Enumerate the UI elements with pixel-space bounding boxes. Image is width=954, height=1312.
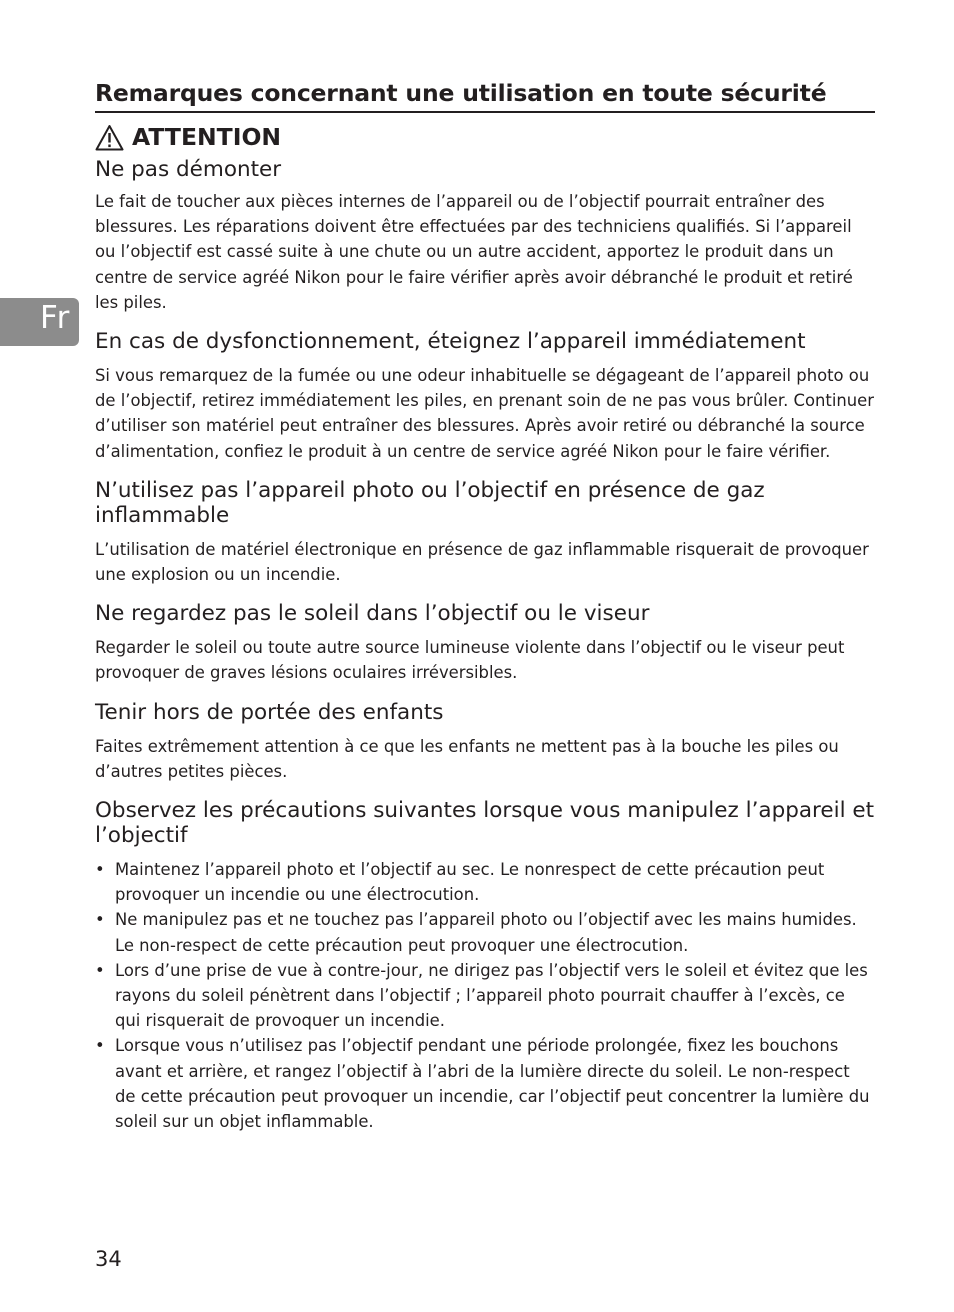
list-item (95, 1033, 875, 1134)
section-soleil (95, 601, 875, 685)
list-item-text: Lors d’une prise de vue à contre-jour, ne dirigez pas l’objectif vers le soleil et évitez que les rayons du soleil pénètrent dans l’objectif ; l’appareil photo pourrait chauffer à l’excès, ce qui risquerait de provoquer un incendie. (115, 960, 868, 1031)
page-content (95, 77, 875, 1134)
attention-label: ATTENTION (132, 123, 282, 151)
language-tab-label: Fr (40, 300, 71, 336)
list-item (95, 907, 875, 957)
section-heading: Observez les précautions suivantes lorsque vous manipulez l’appareil et l’objectif (95, 798, 875, 849)
list-item-text: Ne manipulez pas et ne touchez pas l’appareil photo ou l’objectif avec les mains humides. Le non-respect de cette précaution peut provoquer une électrocution. (115, 910, 857, 955)
section-body: Le fait de toucher aux pièces internes de l’appareil ou de l’objectif pourrait entraîner des blessures. Les réparations doivent être effectuées par des techniciens qualifiés. Si l’appareil ou l’objectif est cassé suite à une chute ou un autre accident, apportez le produit dans un centre de service agréé Nikon pour le faire vérifier après avoir débranché le produit et retiré les piles. (95, 192, 853, 312)
bullet-marker: • (95, 860, 105, 880)
attention-header (95, 119, 875, 155)
language-tab (0, 298, 79, 346)
section-heading: En cas de dysfonctionnement, éteignez l’appareil immédiatement (95, 329, 806, 355)
precautions-list (95, 857, 875, 1134)
section-body: Si vous remarquez de la fumée ou une odeur inhabituelle se dégageant de l’appareil photo ou de l’objectif, retirez immédiatement les piles, en prenant soin de ne pas vous brûler. Continuer d’utiliser son matériel peut entraîner des blessures. Après avoir retiré ou débranché la source d’alimentation, confiez le produit à un centre de service agréé Nikon pour le faire vérifier. (95, 366, 874, 461)
section-gaz-inflammable (95, 478, 875, 587)
bullet-marker: • (95, 960, 105, 980)
list-item-text: Lorsque vous n’utilisez pas l’objectif pendant une période prolongée, fixez les bouchons avant et arrière, et rangez l’objectif à l’abri de la lumière directe du soleil. Le non-respect de cette précaution peut provoquer un incendie, car l’objectif peut concentrer la lumière du soleil sur un objet inflammable. (115, 1036, 870, 1132)
section-heading: Ne pas démonter (95, 157, 282, 182)
list-item-text: Maintenez l’appareil photo et l’objectif au sec. Le nonrespect de cette précaution peut provoquer un incendie ou une électrocution. (115, 860, 825, 905)
section-heading: Tenir hors de portée des enfants (95, 699, 444, 725)
section-body: Regarder le soleil ou toute autre source lumineuse violente dans l’objectif ou le viseur peut provoquer de graves lésions oculaires irréversibles. (95, 638, 845, 683)
section-enfants (95, 700, 875, 784)
warning-triangle-icon (95, 124, 124, 151)
section-precautions (95, 798, 875, 1134)
section-body: Faites extrêmement attention à ce que les enfants ne mettent pas à la bouche les piles ou d’autres petites pièces. (95, 736, 839, 781)
bullet-marker: • (95, 910, 105, 930)
section-body: L’utilisation de matériel électronique en présence de gaz inflammable risquerait de provoquer une explosion ou un incendie. (95, 539, 869, 585)
section-ne-pas-demonter (95, 157, 875, 315)
page-number: 34 (95, 1247, 122, 1271)
section-heading: Ne regardez pas le soleil dans l’objectif ou le viseur (95, 601, 650, 627)
section-heading: N’utilisez pas l’appareil photo ou l’objectif en présence de gaz inflammable (95, 477, 765, 528)
list-item (95, 857, 875, 907)
list-item (95, 958, 875, 1034)
bullet-marker: • (95, 1036, 105, 1056)
page-title: Remarques concernant une utilisation en toute sécurité (95, 77, 875, 113)
section-dysfonctionnement (95, 329, 875, 464)
